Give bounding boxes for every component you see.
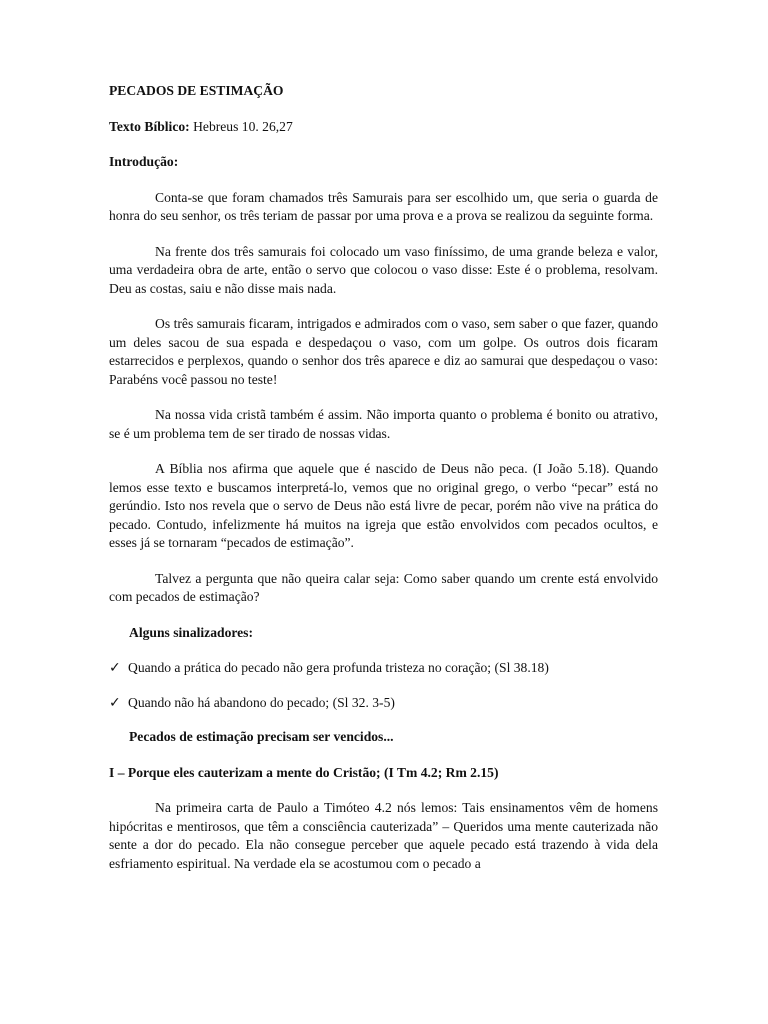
bible-text-reference: Hebreus 10. 26,27 — [193, 118, 293, 134]
list-item-text: Quando não há abandono do pecado; (Sl 32. 3-5) — [128, 694, 395, 710]
list-item-text: Quando a prática do pecado não gera profunda tristeza no coração; (Sl 38.18) — [128, 660, 549, 675]
section-1-heading: I – Porque eles cauterizam a mente do Cristão; (I Tm 4.2; Rm 2.15) — [109, 764, 499, 780]
paragraph: Na frente dos três samurais foi colocado um vaso finíssimo, de uma grande beleza e valor, uma verdadeira obra de arte, então o servo que colocou o vaso disse: Este é o problema, resolvam. Deu as costas, saiu e não disse mais nada. — [109, 243, 658, 296]
paragraph: Os três samurais ficaram, intrigados e admirados com o vaso, sem saber o que fazer, quando um deles sacou de sua espada e despedaçou o vaso, com um golpe. Os outros dois ficaram estarrecidos e perplexos, quando o senhor dos três aparece e diz ao samurai que despedaçou o vaso: Parabéns você passou no teste! — [109, 316, 658, 387]
document-body — [109, 82, 658, 890]
paragraph: A Bíblia nos afirma que aquele que é nascido de Deus não peca. (I João 5.18). Quando lemos esse texto e buscamos interpretá-lo, vemos que no original grego, o verbo “pecar” está no gerúndio. Isto nos revela que o servo de Deus não está livre de pecar, porém não vive na prática do pecado. Contudo, infelizmente há muitos na igreja que estão envolvidos com pecados ocultos, e esses já se tornaram “pecados de estimação”. — [109, 461, 658, 550]
bible-text-label: Texto Bíblico: — [109, 118, 190, 134]
paragraph: Talvez a pergunta que não queira calar seja: Como saber quando um crente está envolvido com pecados de estimação? — [109, 570, 658, 604]
check-icon: ✓ — [109, 694, 121, 711]
indicators-list — [109, 659, 658, 712]
overcome-heading: Pecados de estimação precisam ser vencidos... — [129, 729, 394, 744]
paragraph: Conta-se que foram chamados três Samurais para ser escolhido um, que seria o guarda de honra do seu senhor, os três teriam de passar por uma prova e a prova se realizou da seguinte forma. — [109, 189, 658, 223]
section-1-paragraph: Na primeira carta de Paulo a Timóteo 4.2 nós lemos: Tais ensinamentos vêm de homens hipócritas e mentirosos, que têm a consciência cauterizada” – Queridos uma mente cauterizada não sente a dor do pecado. Ela não consegue perceber que aquele pecado está trazendo à vida dela esfriamento espiritual. Na verdade ela se acostumou com o pecado a — [109, 800, 658, 871]
intro-heading: Introdução: — [109, 154, 179, 169]
list-item — [109, 694, 658, 713]
list-item — [109, 659, 658, 678]
bible-text-line — [109, 118, 658, 137]
paragraph: Na nossa vida cristã também é assim. Não importa quanto o problema é bonito ou atrativo, se é um problema tem de ser tirado de nossas vidas. — [109, 407, 658, 441]
check-icon: ✓ — [109, 660, 121, 676]
indicators-heading: Alguns sinalizadores: — [129, 624, 254, 640]
document-title: PECADOS DE ESTIMAÇÃO — [109, 83, 284, 98]
